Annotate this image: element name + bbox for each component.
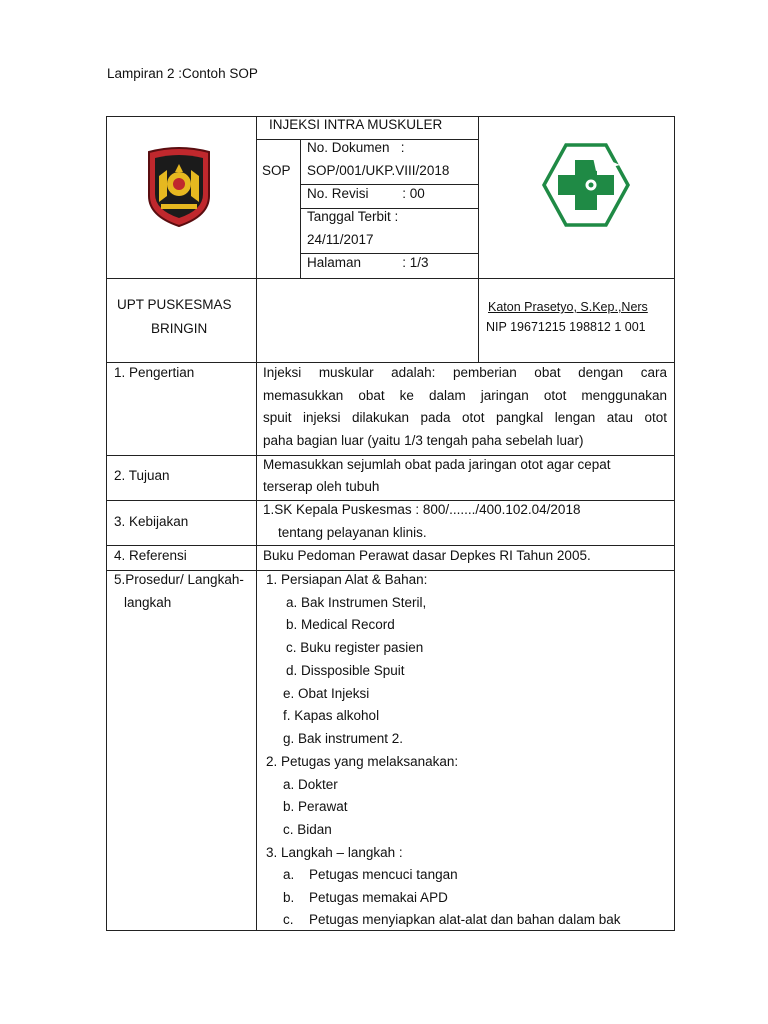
- sop-label: SOP: [262, 163, 291, 178]
- puskesmas-logo-icon: [542, 143, 630, 227]
- procedure-item: f. Kapas alkohol: [283, 708, 380, 723]
- section-label-pengertian: 1. Pengertian: [114, 365, 195, 380]
- procedure-step: Petugas menyiapkan alat-alat dan bahan dalam bak: [309, 912, 621, 927]
- section-label-tujuan: 2. Tujuan: [114, 468, 170, 483]
- tujuan-line: Memasukkan sejumlah obat pada jaringan otot agar cepat: [263, 457, 611, 472]
- procedure-heading: 1. Persiapan Alat & Bahan:: [266, 572, 428, 587]
- procedure-item: e. Obat Injeksi: [283, 686, 370, 701]
- procedure-item: a. Bak Instrumen Steril,: [286, 595, 427, 610]
- pengertian-line: spuit injeksi dilakukan pada otot pangkal lengan atau otot: [263, 410, 667, 426]
- procedure-step-marker: b.: [283, 890, 295, 905]
- doc-number-label: No. Dokumen :: [307, 140, 405, 155]
- table-col-divider: [478, 116, 479, 363]
- table-border-right: [674, 116, 675, 931]
- header-inner-line: [300, 184, 479, 185]
- table-row-divider: [106, 545, 675, 546]
- page-number: Halaman : 1/3: [307, 255, 429, 270]
- section-label-prosedur-cont: langkah: [124, 595, 172, 610]
- section-label-kebijakan: 3. Kebijakan: [114, 514, 189, 529]
- procedure-item: c. Buku register pasien: [286, 640, 424, 655]
- pengertian-text: [263, 362, 667, 453]
- procedure-step-marker: a.: [283, 867, 295, 882]
- procedure-item: a. Dokter: [283, 777, 338, 792]
- kebijakan-line: 1.SK Kepala Puskesmas : 800/......./400.102.04/2018: [263, 502, 581, 517]
- table-border-bottom: [106, 930, 675, 931]
- org-name-line2: BRINGIN: [151, 321, 208, 336]
- org-name-line1: UPT PUSKESMAS: [117, 297, 232, 312]
- procedure-step: Petugas memakai APD: [309, 890, 448, 905]
- regency-emblem: [145, 146, 213, 228]
- issue-date-value: 24/11/2017: [307, 232, 374, 247]
- table-row-divider: [106, 500, 675, 501]
- procedure-item: b. Perawat: [283, 799, 348, 814]
- procedure-item: d. Dissposible Spuit: [286, 663, 405, 678]
- header-inner-divider: [300, 139, 301, 279]
- procedure-step-marker: c.: [283, 912, 294, 927]
- procedure-item: b. Medical Record: [286, 617, 395, 632]
- section-label-prosedur: 5.Prosedur/ Langkah-: [114, 572, 244, 587]
- procedure-item: c. Bidan: [283, 822, 332, 837]
- doc-number-value: SOP/001/UKP.VIII/2018: [307, 163, 450, 178]
- table-row-divider: [106, 570, 675, 571]
- sop-title: INJEKSI INTRA MUSKULER: [269, 117, 443, 132]
- referensi-text: Buku Pedoman Perawat dasar Depkes RI Tahun 2005.: [263, 548, 591, 563]
- tujuan-line: terserap oleh tubuh: [263, 479, 380, 494]
- table-row-divider: [106, 455, 675, 456]
- page-caption: Lampiran 2 :Contoh SOP: [107, 66, 258, 81]
- table-col-divider: [256, 116, 257, 931]
- table-row-divider: [106, 278, 675, 279]
- pengertian-line: Injeksi muskular adalah: pemberian obat dengan cara: [263, 365, 667, 380]
- procedure-heading: 3. Langkah – langkah :: [266, 845, 403, 860]
- kebijakan-line: tentang pelayanan klinis.: [278, 525, 427, 540]
- procedure-heading: 2. Petugas yang melaksanakan:: [266, 754, 459, 769]
- pengertian-line: memasukkan obat ke dalam jaringan otot menggunakan: [263, 387, 667, 403]
- revision-number: No. Revisi : 00: [307, 186, 425, 201]
- signer-name: Katon Prasetyo, S.Kep.,Ners: [488, 300, 648, 314]
- table-border-left: [106, 116, 107, 931]
- procedure-item: g. Bak instrument 2.: [283, 731, 404, 746]
- header-inner-line: [300, 253, 479, 254]
- section-label-referensi: 4. Referensi: [114, 548, 187, 563]
- signer-nip: NIP 19671215 198812 1 001: [486, 320, 646, 334]
- pengertian-line: paha bagian luar (yaitu 1/3 tengah paha sebelah luar): [263, 433, 584, 449]
- issue-date-label: Tanggal Terbit :: [307, 209, 399, 224]
- procedure-step: Petugas mencuci tangan: [309, 867, 458, 882]
